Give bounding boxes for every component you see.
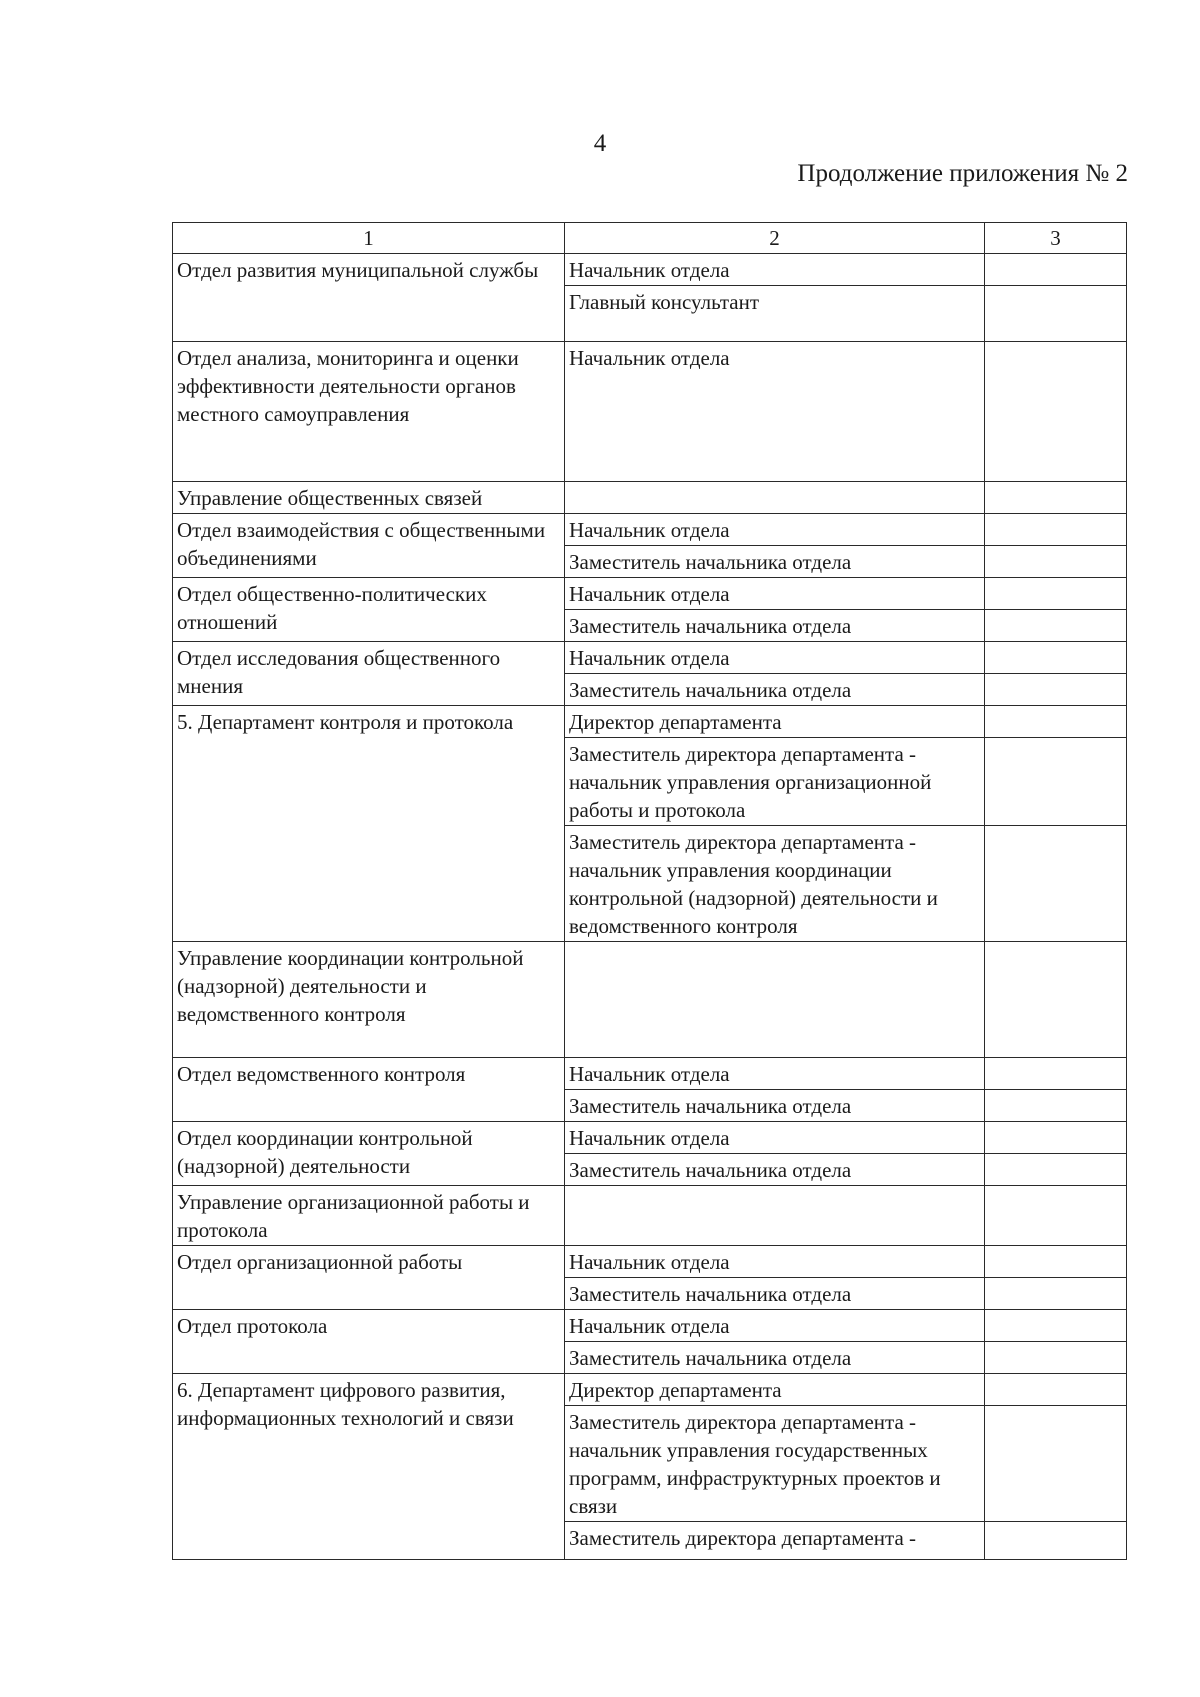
unit-cell: Отдел ведомственного контроля (173, 1058, 565, 1122)
table-body (173, 254, 1127, 1560)
appendix-continuation-label: Продолжение приложения № 2 (797, 160, 1128, 187)
table-row (173, 578, 1127, 610)
unit-cell: Отдел анализа, мониторинга и оценки эффективности деятельности органов местного самоуправления (173, 342, 565, 482)
position-cell: Начальник отдела (565, 1058, 985, 1090)
column-3-cell (985, 942, 1127, 1058)
column-header-2: 2 (565, 223, 985, 254)
column-3-cell (985, 674, 1127, 706)
column-3-cell (985, 578, 1127, 610)
position-cell: Главный консультант (565, 286, 985, 342)
column-3-cell (985, 1058, 1127, 1090)
table-row (173, 1310, 1127, 1342)
position-cell: Заместитель начальника отдела (565, 1154, 985, 1186)
column-3-cell (985, 342, 1127, 482)
column-3-cell (985, 286, 1127, 342)
position-cell: Заместитель начальника отдела (565, 610, 985, 642)
unit-cell: Отдел общественно-политических отношений (173, 578, 565, 642)
staff-positions-table (172, 222, 1127, 1560)
column-3-cell (985, 1246, 1127, 1278)
position-cell: Заместитель начальника отдела (565, 1090, 985, 1122)
column-3-cell (985, 482, 1127, 514)
unit-cell: Отдел развития муниципальной службы (173, 254, 565, 342)
position-cell: Заместитель директора департамента - начальник управления государственных программ, инфраструктурных проектов и связи (565, 1406, 985, 1522)
table-row (173, 254, 1127, 286)
position-cell (565, 1186, 985, 1246)
table-row (173, 482, 1127, 514)
unit-cell: Отдел организационной работы (173, 1246, 565, 1310)
position-cell: Начальник отдела (565, 642, 985, 674)
position-cell: Заместитель директора департамента - начальник управления координации контрольной (надзорной) деятельности и ведомственного контроля (565, 826, 985, 942)
unit-cell: Отдел исследования общественного мнения (173, 642, 565, 706)
position-cell: Начальник отдела (565, 342, 985, 482)
column-3-cell (985, 1374, 1127, 1406)
column-3-cell (985, 1154, 1127, 1186)
table-row (173, 1374, 1127, 1406)
unit-cell: 6. Департамент цифрового развития, информационных технологий и связи (173, 1374, 565, 1560)
position-cell: Начальник отдела (565, 1122, 985, 1154)
position-cell: Заместитель начальника отдела (565, 1342, 985, 1374)
column-header-1: 1 (173, 223, 565, 254)
column-3-cell (985, 514, 1127, 546)
unit-cell: Управление общественных связей (173, 482, 565, 514)
column-3-cell (985, 1186, 1127, 1246)
position-cell: Заместитель директора департамента - начальник управления организационной работы и протокола (565, 738, 985, 826)
column-3-cell (985, 706, 1127, 738)
position-cell: Заместитель начальника отдела (565, 674, 985, 706)
column-3-cell (985, 254, 1127, 286)
column-3-cell (985, 1342, 1127, 1374)
position-cell: Начальник отдела (565, 578, 985, 610)
column-header-3: 3 (985, 223, 1127, 254)
table-row (173, 1246, 1127, 1278)
page-number: 4 (593, 130, 607, 157)
position-cell: Заместитель начальника отдела (565, 546, 985, 578)
column-3-cell (985, 1522, 1127, 1560)
position-cell: Начальник отдела (565, 1246, 985, 1278)
column-3-cell (985, 1406, 1127, 1522)
table-row (173, 514, 1127, 546)
position-cell (565, 482, 985, 514)
table-row (173, 1186, 1127, 1246)
column-3-cell (985, 1278, 1127, 1310)
table-row (173, 642, 1127, 674)
position-cell: Заместитель директора департамента - (565, 1522, 985, 1560)
position-cell: Начальник отдела (565, 1310, 985, 1342)
unit-cell: 5. Департамент контроля и протокола (173, 706, 565, 942)
table-header-row (173, 223, 1127, 254)
column-3-cell (985, 738, 1127, 826)
column-3-cell (985, 642, 1127, 674)
table-row (173, 1058, 1127, 1090)
table-row (173, 1122, 1127, 1154)
unit-cell: Отдел взаимодействия с общественными объединениями (173, 514, 565, 578)
unit-cell: Управление организационной работы и протокола (173, 1186, 565, 1246)
column-3-cell (985, 1122, 1127, 1154)
unit-cell: Отдел координации контрольной (надзорной) деятельности (173, 1122, 565, 1186)
position-cell: Заместитель начальника отдела (565, 1278, 985, 1310)
column-3-cell (985, 546, 1127, 578)
column-3-cell (985, 1310, 1127, 1342)
position-cell: Директор департамента (565, 1374, 985, 1406)
table-row (173, 342, 1127, 482)
column-3-cell (985, 610, 1127, 642)
position-cell: Начальник отдела (565, 254, 985, 286)
table-row (173, 942, 1127, 1058)
table-row (173, 706, 1127, 738)
position-cell (565, 942, 985, 1058)
position-cell: Директор департамента (565, 706, 985, 738)
position-cell: Начальник отдела (565, 514, 985, 546)
unit-cell: Управление координации контрольной (надзорной) деятельности и ведомственного контроля (173, 942, 565, 1058)
column-3-cell (985, 1090, 1127, 1122)
column-3-cell (985, 826, 1127, 942)
unit-cell: Отдел протокола (173, 1310, 565, 1374)
